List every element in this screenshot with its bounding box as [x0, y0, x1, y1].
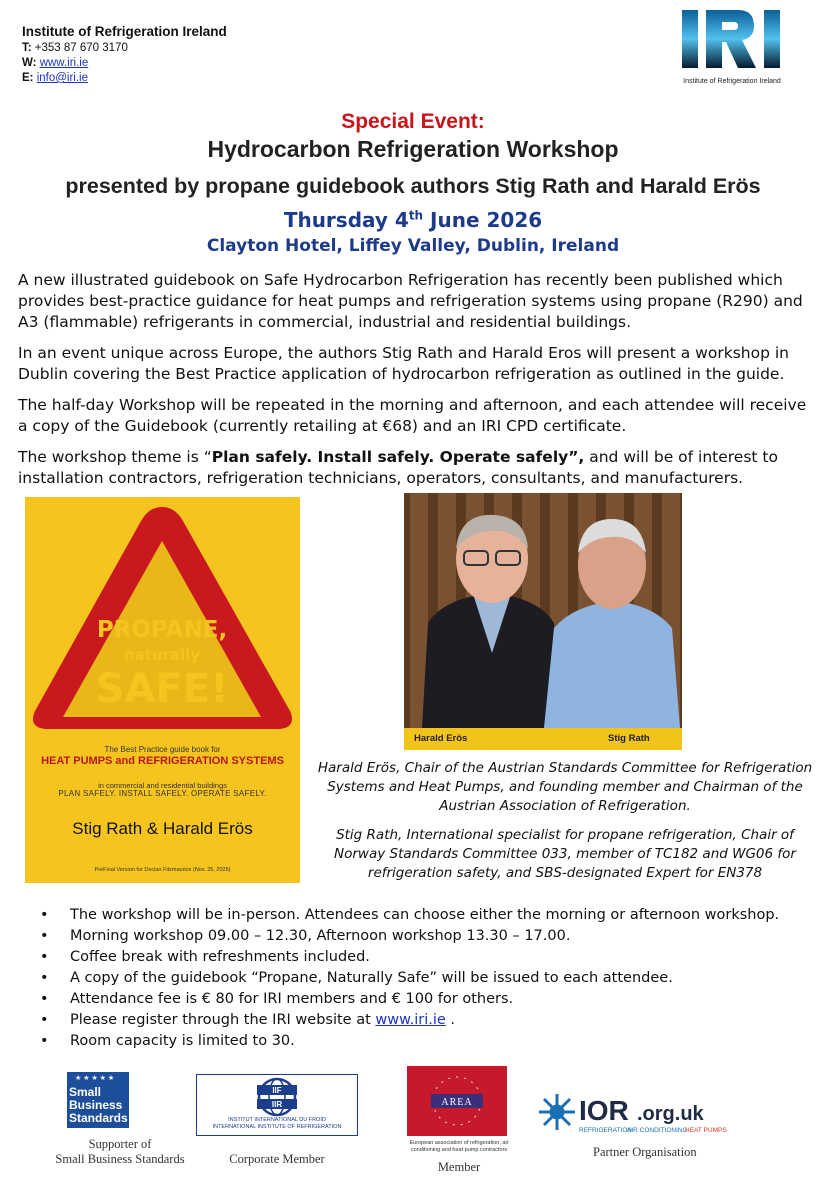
- list-item: • The workshop will be in-person. Attendees can choose either the morning or afternoon workshop.: [38, 905, 808, 926]
- ior-tag-1: REFRIGERATION: [579, 1127, 632, 1134]
- list-item: • Please register through the IRI website at www.iri.ie .: [38, 1010, 808, 1031]
- ior-logo-main: IOR: [579, 1095, 629, 1126]
- author-bios: [315, 759, 815, 893]
- iri-logo-graphic: [676, 6, 788, 70]
- intro-text: [18, 270, 808, 499]
- email-line: E: info@iri.ie: [22, 72, 89, 84]
- area-caption: Member: [437, 1160, 481, 1174]
- iif-text-1: INSTITUT INTERNATIONAL DU FROID: [228, 1117, 326, 1123]
- iif-text-2: INTERNATIONAL INSTITUTE OF REFRIGERATION: [212, 1124, 342, 1130]
- ior-logo-block: [535, 1066, 727, 1186]
- svg-text:★ ★ ★ ★ ★: ★ ★ ★ ★ ★: [75, 1075, 115, 1082]
- list-item: • A copy of the guidebook “Propane, Naturally Safe” will be issued to each attendee.: [38, 968, 808, 989]
- event-details-list: [38, 905, 808, 1052]
- event-title: Hydrocarbon Refrigeration Workshop: [207, 136, 619, 162]
- ior-logo-suffix: .org.uk: [637, 1103, 704, 1125]
- warning-triangle-icon: [25, 497, 300, 747]
- intro-paragraph-3: The half-day Workshop will be repeated in the morning and afternoon, and each attendee will receive a copy of the Guidebook (currently retailing at €68) and an IRI CPD certificate.: [18, 396, 807, 435]
- area-logo-block: [395, 1066, 523, 1186]
- event-kicker: Special Event:: [341, 110, 485, 133]
- iri-logo-tagline: Institute of Refrigeration Ireland: [683, 78, 781, 85]
- iri-logo: [676, 6, 788, 84]
- web-line: W: www.iri.ie: [22, 57, 89, 69]
- list-item: • Attendance fee is € 80 for IRI members and € 100 for others.: [38, 989, 808, 1010]
- snowflake-icon: [539, 1094, 575, 1130]
- book-title-line2: naturally: [123, 646, 201, 664]
- sbs-logo-line2: Business: [69, 1098, 123, 1112]
- book-subtitle-2: HEAT PUMPS and REFRIGERATION SYSTEMS: [41, 755, 284, 767]
- phone-number: +353 87 670 3170: [34, 42, 128, 54]
- intro-paragraph-2: In an event unique across Europe, the authors Stig Rath and Harald Eros will present a workshop in Dublin covering the Best Practice application of hydrocarbon refrigeration as outlined in the guide.: [18, 344, 789, 383]
- event-presenters: presented by propane guidebook authors Stig Rath and Harald Erös: [65, 174, 761, 198]
- book-subtitle-3: in commercial and residential buildings: [98, 781, 227, 790]
- intro-paragraph-4: The workshop theme is “Plan safely. Install safely. Operate safely”, and will be of interest to installation contractors, refrigeration technicians, operators, consultants, and manufacturers.: [18, 448, 778, 487]
- sbs-caption-1: Supporter of: [88, 1137, 152, 1151]
- authors-photo-graphic: [404, 493, 682, 728]
- sbs-logo: [55, 1066, 185, 1132]
- list-item: • Room capacity is limited to 30.: [38, 1031, 808, 1052]
- sbs-logo-line3: Standards: [69, 1111, 128, 1125]
- book-cover: [25, 497, 300, 883]
- globe-icon: [197, 1077, 357, 1117]
- iif-top-text: IIF: [272, 1086, 282, 1095]
- phone-line: T: +353 87 670 3170: [22, 42, 128, 54]
- area-logo-text: AREA: [441, 1097, 473, 1108]
- book-subtitle-1: The Best Practice guide book for: [104, 745, 221, 754]
- book-note: PreFinal Version for Declan Fitzmaurice (Nov. 25, 2025): [94, 867, 231, 873]
- event-venue: Clayton Hotel, Liffey Valley, Dublin, Ireland: [206, 236, 620, 256]
- ior-caption: Partner Organisation: [593, 1145, 697, 1159]
- sbs-logo-line1: Small: [69, 1085, 102, 1099]
- ior-logo: [535, 1088, 727, 1140]
- area-logo: [407, 1066, 507, 1136]
- book-title-line3: SAFE!: [95, 666, 229, 712]
- ior-tag-2: AIR CONDITIONING: [627, 1127, 688, 1134]
- photo-caption-bar: [404, 728, 682, 750]
- contact-block: [22, 24, 227, 86]
- iif-caption: Corporate Member: [229, 1152, 325, 1166]
- photo-caption-right: Stig Rath: [608, 733, 650, 744]
- website-link[interactable]: www.iri.ie: [39, 57, 89, 69]
- list-item: • Morning workshop 09.00 – 12.30, Afternoon workshop 13.30 – 17.00.: [38, 926, 808, 947]
- register-link[interactable]: www.iri.ie: [375, 1012, 446, 1028]
- book-authors: Stig Rath & Harald Erös: [72, 819, 253, 838]
- bio-stig: Stig Rath, International specialist for propane refrigeration, Chair of Norway Standards Committee 033, member of TC182 and WG06 for refrigeration safety, and SBS-designated Expert for EN378: [334, 827, 796, 881]
- iif-bottom-text: IIR: [271, 1100, 283, 1109]
- list-item: • Coffee break with refreshments included.: [38, 947, 808, 968]
- sbs-caption-2: Small Business Standards: [55, 1152, 185, 1166]
- area-stars-icon: [407, 1066, 507, 1136]
- bio-harald: Harald Erös, Chair of the Austrian Standards Committee for Refrigeration Systems and Heat Pumps, and founding member and Chairman of the Austrian Association of Refrigeration.: [317, 760, 813, 814]
- ior-tag-3: HEAT PUMPS: [685, 1127, 727, 1134]
- authors-photo: [404, 493, 682, 750]
- intro-paragraph-1: A new illustrated guidebook on Safe Hydrocarbon Refrigeration has recently been published which provides best-practice guidance for heat pumps and refrigeration systems using propane (R290) and A3 (flammable) refrigerants in commercial, industrial and residential buildings.: [18, 271, 803, 331]
- email-link[interactable]: info@iri.ie: [36, 72, 89, 84]
- iif-logo-block: [196, 1066, 358, 1186]
- area-text: European association of refrigeration, air conditioning and heat pump contractors: [409, 1140, 509, 1153]
- book-slogan: PLAN SAFELY. INSTALL SAFELY. OPERATE SAFELY.: [58, 789, 267, 798]
- event-date: Thursday 4th June 2026: [283, 208, 543, 232]
- sbs-logo-block: [55, 1066, 185, 1186]
- org-name: Institute of Refrigeration Ireland: [22, 24, 227, 39]
- iif-logo: [196, 1074, 358, 1136]
- book-title-line1: PROPANE,: [96, 617, 228, 643]
- photo-caption-left: Harald Erös: [414, 733, 468, 744]
